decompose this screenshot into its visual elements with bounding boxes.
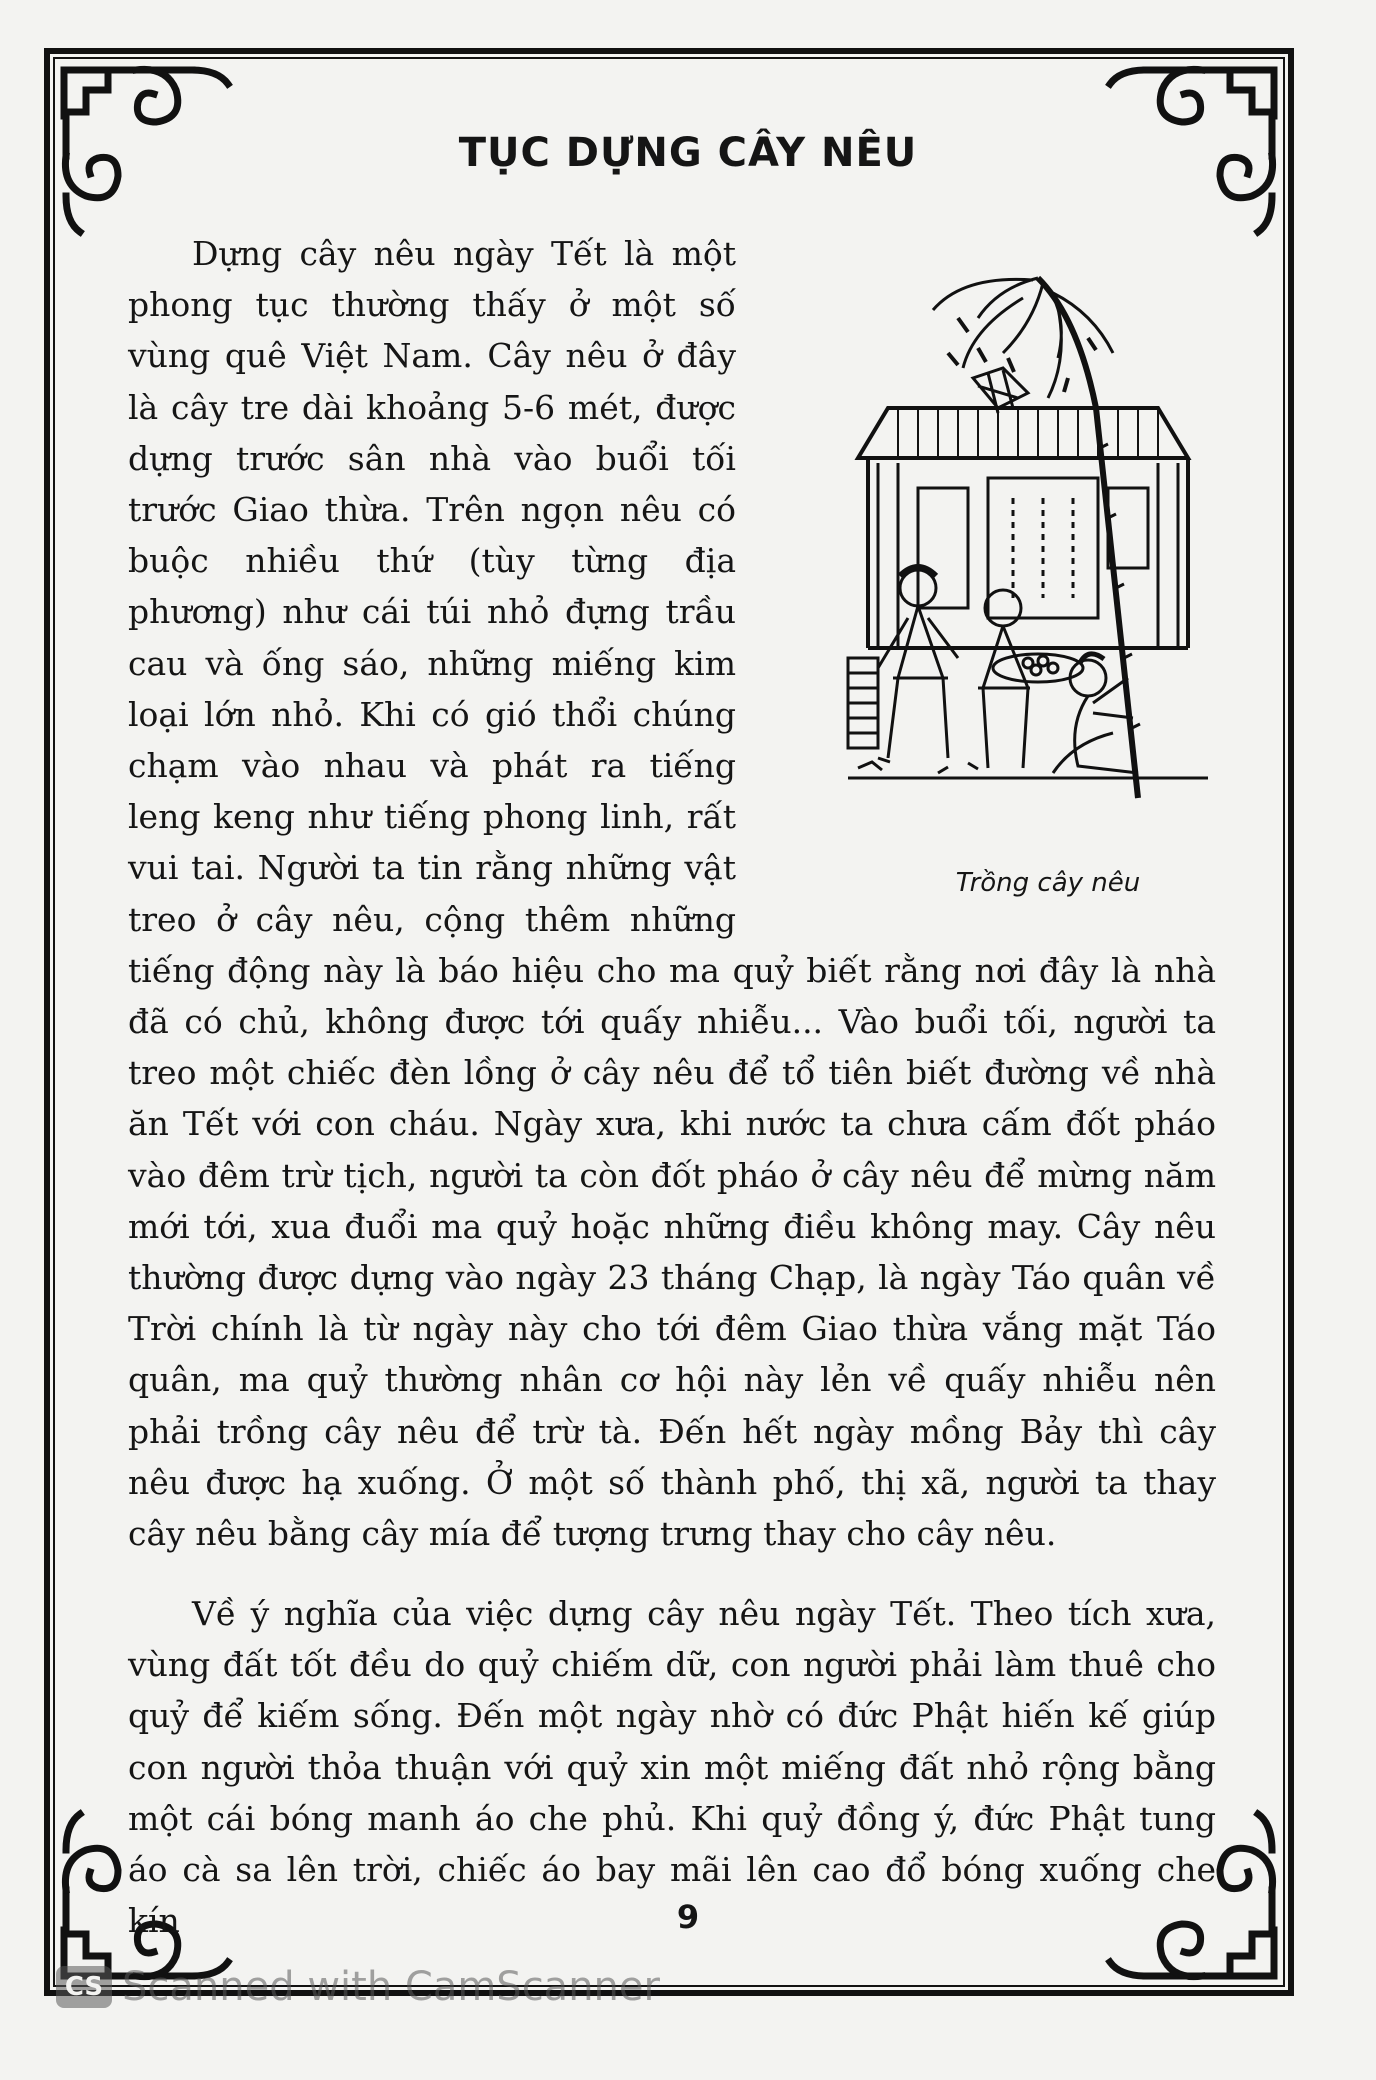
watermark-text: Scanned with CamScanner (122, 1964, 660, 2010)
camscanner-logo-icon: CS (56, 1966, 112, 2008)
figure-caption: Trồng cây nêu (955, 868, 1141, 898)
planting-neu-tree-illustration-icon (838, 258, 1218, 803)
paragraph-1 (128, 228, 1216, 1559)
paragraph-1-text: Dựng cây nêu ngày Tết là một phong tục thường thấy ở một số vùng quê Việt Nam. Cây nêu ở đây là cây tre dài khoảng 5-6 mét, được dựng trước sân nhà vào buổi tối trước Giao thừa. Trên ngọn nêu có buộc nhiều thứ (tùy từng địa phương) như cái túi nhỏ đựng trầu cau và ống sáo, những miếng kim loại lớn nhỏ. Khi có gió thổi chúng chạm vào nhau và phát ra tiếng leng keng như tiếng phong linh, rất vui tai. Người ta tin rằng những vật treo ở cây nêu, cộng thêm những tiếng động này là báo hiệu cho ma quỷ biết rằng nơi đây là nhà đã có chủ, không được tới quấy nhiễu... Vào buổi tối, người ta treo một chiếc đèn lồng ở cây nêu để tổ tiên biết đường về nhà ăn Tết với con cháu. Ngày xưa, khi nước ta chưa cấm đốt pháo vào đêm trừ tịch, người ta còn đốt pháo ở cây nêu để mừng năm mới tới, xua đuổi ma quỷ hoặc những điều không may. Cây nêu thường được dựng vào ngày 23 tháng Chạp, là ngày Táo quân về Trời chính là từ ngày này cho tới đêm Giao thừa vắng mặt Táo quân, ma quỷ thường nhân cơ hội này lẻn về quấy nhiễu nên phải trồng cây nêu để trừ tà. Đến hết ngày mồng Bảy thì cây nêu được hạ xuống. Ở một số thành phố, thị xã, người ta thay cây nêu bằng cây mía để tượng trưng thay cho cây nêu. (128, 234, 1216, 1554)
page-title: TỤC DỰNG CÂY NÊU (458, 130, 918, 176)
paragraph-2: Về ý nghĩa của việc dựng cây nêu ngày Tết. Theo tích xưa, vùng đất tốt đều do quỷ chiếm dữ, con người phải làm thuê cho quỷ để kiếm sống. Đến một ngày nhờ có đức Phật hiến kế giúp con người thỏa thuận với quỷ xin một miếng đất nhỏ rộng bằng một cái bóng manh áo che phủ. Khi quỷ đồng ý, đức Phật tung áo cà sa lên trời, chiếc áo bay mãi lên cao đổ bóng xuống che kín (128, 1594, 1216, 1941)
scanner-watermark (56, 1962, 660, 2012)
figure (756, 228, 1216, 918)
page-number: 9 (676, 1898, 700, 1936)
